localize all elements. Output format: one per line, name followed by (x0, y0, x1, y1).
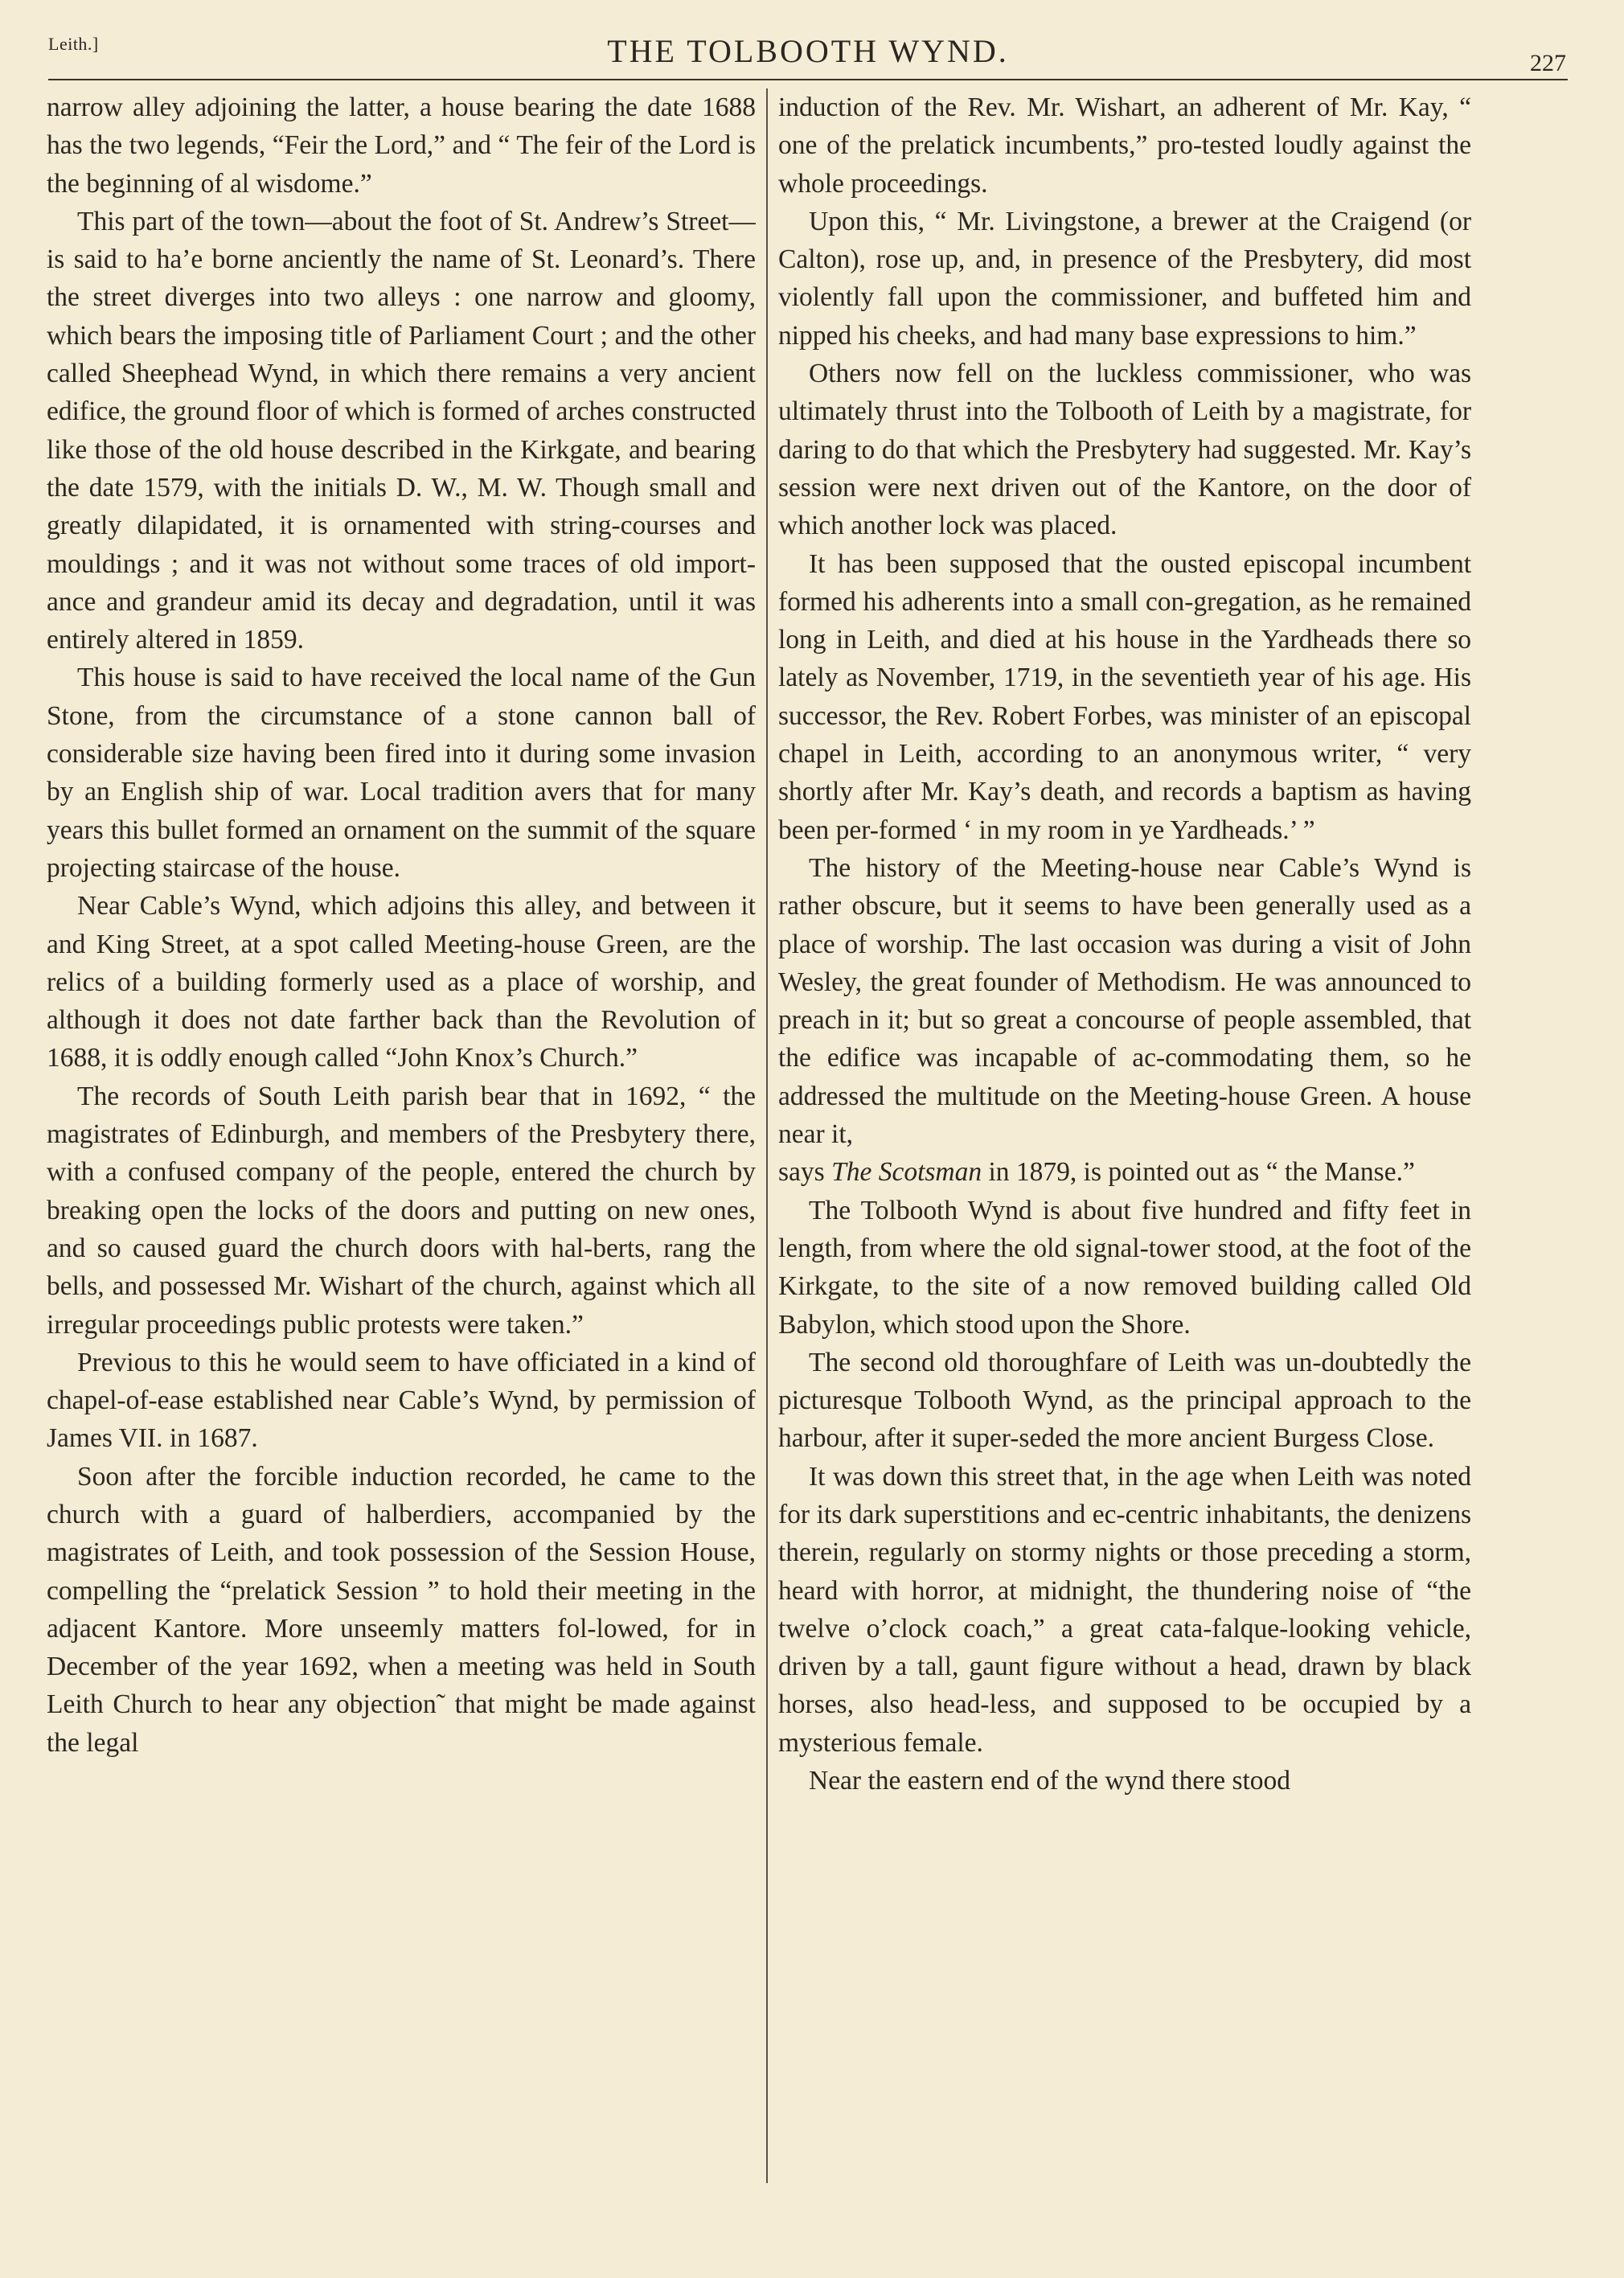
right-column (778, 88, 1471, 2195)
paragraph: This house is said to have received the local name of the Gun Stone, from the circumstance of a stone cannon ball of considerable size having been fired into it during some invasion by an English ship of war. Local tradition avers that for many years this bullet formed an ornament on the summit of the square projecting staircase of the house. (47, 663, 756, 883)
page-title: THE TOLBOOTH WYND. (607, 33, 1009, 69)
paragraph: induction of the Rev. Mr. Wishart, an adherent of Mr. Kay, “ one of the prelatick incumbents,” pro-tested loudly against the whole proceedings. (778, 92, 1471, 199)
paragraph: Upon this, “ Mr. Livingstone, a brewer at the Craigend (or Calton), rose up, and, in presence of the Presbytery, did most violently fall upon the commissioner, and buffeted him and nipped his cheeks, and had many base expressions to him.” (778, 206, 1471, 351)
page-number: 227 (1530, 50, 1566, 76)
paragraph: The second old thoroughfare of Leith was un-doubtedly the picturesque Tolbooth Wynd, as the principal approach to the harbour, after it super-seded the more ancient Burgess Close. (778, 1347, 1471, 1454)
paragraph: narrow alley adjoining the latter, a house bearing the date 1688 has the two legends, “Feir the Lord,” and “ The feir of the Lord is the beginning of al wisdome.” (47, 92, 756, 199)
text-span: says (778, 1157, 825, 1188)
paragraph: The history of the Meeting-house near Cable’s Wynd is rather obscure, but it seems to have been generally used as a place of worship. The last occasion was during a visit of John Wesley, the great founder of Methodism. He was announced to preach in it; but so great a concourse of people assembled, that the edifice was incapable of ac-commodating them, so he addressed the multitude on the Meeting-house Green. A house near it, (778, 852, 1471, 1150)
text-span: in 1879, is pointed out as “ the Manse.” (988, 1157, 1415, 1188)
paragraph: Previous to this he would seem to have officiated in a kind of chapel-of-ease established near Cable’s Wynd, by permission of James VII. in 1687. (47, 1347, 756, 1454)
paragraph: Near Cable’s Wynd, which adjoins this alley, and between it and King Street, at a spot called Meeting-house Green, are the relics of a building formerly used as a place of worship, and although it does not date farther back than the Revolution of 1688, it is oddly enough called “John Knox’s Church.” (47, 891, 756, 1073)
paragraph: The records of South Leith parish bear that in 1692, “ the magistrates of Edinburgh, and members of the Presbytery there, with a confused company of the people, entered the church by breaking open the locks of the doors and putting on new ones, and so caused guard the church doors with hal-berts, rang the bells, and possessed Mr. Wishart of the church, against which all irregular proceedings public protests were taken.” (47, 1081, 756, 1340)
header-rule (48, 79, 1568, 80)
paragraph-continuation (778, 1153, 1471, 1191)
paragraph: It has been supposed that the ousted episcopal incumbent formed his adherents into a small con-gregation, as he remained long in Leith, and died at his house in the Yardheads there so lately as November, 1719, in the seventieth year of his age. His successor, the Rev. Robert Forbes, was minister of an episcopal chapel in Leith, according to an anonymous writer, “ very shortly after Mr. Kay’s death, and records a baptism as having been per-formed ‘ in my room in ye Yardheads.’ ” (778, 548, 1471, 845)
left-column (47, 88, 756, 2195)
running-head: Leith.] (48, 34, 99, 54)
paragraph: The Tolbooth Wynd is about five hundred and fifty feet in length, from where the old signal-tower stood, at the foot of the Kirkgate, to the site of a now removed building called Old Babylon, which stood upon the Shore. (778, 1195, 1471, 1340)
paragraph: Others now fell on the luckless commissioner, who was ultimately thrust into the Tolbooth of Leith by a magistrate, for daring to do that which the Presbytery had suggested. Mr. Kay’s session were next driven out of the Kantore, on the door of which another lock was placed. (778, 359, 1471, 541)
paragraph: Near the eastern end of the wynd there stood (809, 1766, 1291, 1796)
paragraph: Soon after the forcible induction recorded, he came to the church with a guard of halberdiers, accompanied by the magistrates of Leith, and took possession of the Session House, compelling the “prelatick Session ” to hold their meeting in the adjacent Kantore. More unseemly matters fol-lowed, for in December of the year 1692, when a meeting was held in South Leith Church to hear any objection˜ that might be made against the legal (47, 1461, 756, 1758)
newspaper-title: The Scotsman (831, 1157, 982, 1188)
paragraph: This part of the town—about the foot of St. Andrew’s Street—is said to ha’e borne anciently the name of St. Leonard’s. There the street diverges into two alleys : one narrow and gloomy, which bears the imposing title of Parliament Court ; and the other called Sheephead Wynd, in which there remains a very ancient edifice, the ground floor of which is formed of arches constructed like those of the old house described in the Kirkgate, and bearing the date 1579, with the initials D. W., M. W. Though small and greatly dilapidated, it is ornamented with string-courses and mouldings ; and it was not without some traces of old import-ance and grandeur amid its decay and degradation, until it was entirely altered in 1859. (47, 206, 756, 655)
paragraph: It was down this street that, in the age when Leith was noted for its dark superstitions and ec-centric inhabitants, the denizens therein, regularly on stormy nights or those preceding a storm, heard with horror, at midnight, the thundering noise of “the twelve o’clock coach,” a great cata-falque-looking vehicle, driven by a tall, gaunt figure without a head, drawn by black horses, also head-less, and supposed to be occupied by a mysterious female. (778, 1461, 1471, 1758)
column-divider (766, 88, 768, 2183)
